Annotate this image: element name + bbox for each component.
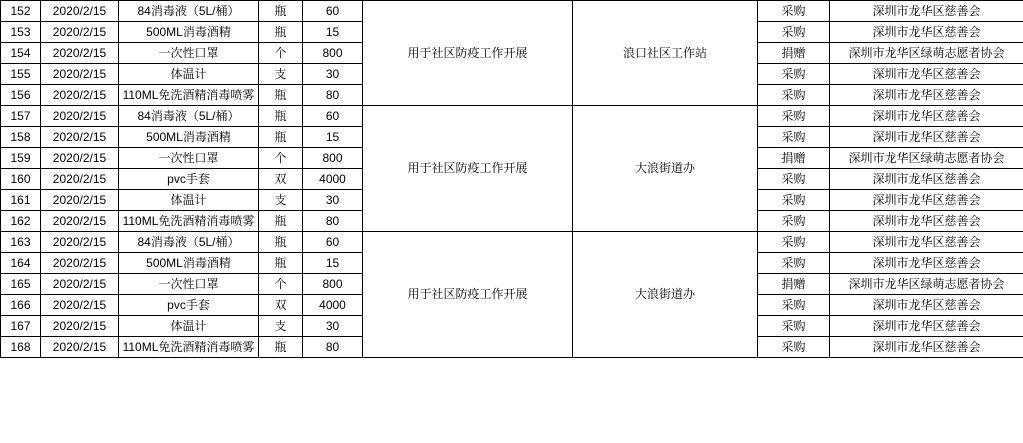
cell-date: 2020/2/15: [41, 211, 119, 232]
cell-quantity: 30: [303, 190, 363, 211]
cell-index: 165: [1, 274, 41, 295]
cell-purpose: 用于社区防疫工作开展: [363, 106, 573, 232]
cell-item-name: 体温计: [119, 64, 259, 85]
cell-date: 2020/2/15: [41, 190, 119, 211]
cell-date: 2020/2/15: [41, 148, 119, 169]
cell-index: 156: [1, 85, 41, 106]
cell-donor: 深圳市龙华区慈善会: [830, 316, 1023, 337]
cell-quantity: 15: [303, 253, 363, 274]
cell-date: 2020/2/15: [41, 85, 119, 106]
cell-quantity: 80: [303, 211, 363, 232]
cell-donor: 深圳市龙华区绿萌志愿者协会: [830, 148, 1023, 169]
cell-item-name: 体温计: [119, 316, 259, 337]
cell-source: 采购: [758, 106, 830, 127]
cell-unit: 支: [259, 316, 303, 337]
cell-date: 2020/2/15: [41, 316, 119, 337]
cell-source: 采购: [758, 211, 830, 232]
cell-item-name: 一次性口罩: [119, 43, 259, 64]
cell-index: 161: [1, 190, 41, 211]
cell-index: 162: [1, 211, 41, 232]
cell-donor: 深圳市龙华区慈善会: [830, 106, 1023, 127]
cell-item-name: 一次性口罩: [119, 274, 259, 295]
cell-unit: 瓶: [259, 106, 303, 127]
cell-date: 2020/2/15: [41, 274, 119, 295]
cell-date: 2020/2/15: [41, 127, 119, 148]
cell-index: 166: [1, 295, 41, 316]
cell-index: 164: [1, 253, 41, 274]
cell-unit: 瓶: [259, 337, 303, 358]
cell-item-name: pvc手套: [119, 295, 259, 316]
cell-quantity: 4000: [303, 169, 363, 190]
cell-destination: 大浪街道办: [573, 106, 758, 232]
cell-donor: 深圳市龙华区慈善会: [830, 211, 1023, 232]
cell-unit: 个: [259, 43, 303, 64]
cell-quantity: 15: [303, 127, 363, 148]
cell-date: 2020/2/15: [41, 169, 119, 190]
cell-purpose: 用于社区防疫工作开展: [363, 1, 573, 106]
cell-quantity: 30: [303, 316, 363, 337]
cell-donor: 深圳市龙华区慈善会: [830, 169, 1023, 190]
cell-quantity: 800: [303, 148, 363, 169]
cell-unit: 个: [259, 274, 303, 295]
cell-item-name: 110ML免洗酒精消毒喷雾: [119, 85, 259, 106]
cell-quantity: 800: [303, 43, 363, 64]
cell-source: 采购: [758, 232, 830, 253]
cell-source: 采购: [758, 253, 830, 274]
cell-donor: 深圳市龙华区慈善会: [830, 190, 1023, 211]
cell-donor: 深圳市龙华区慈善会: [830, 232, 1023, 253]
cell-unit: 瓶: [259, 127, 303, 148]
cell-index: 152: [1, 1, 41, 22]
cell-donor: 深圳市龙华区绿萌志愿者协会: [830, 43, 1023, 64]
cell-item-name: 110ML免洗酒精消毒喷雾: [119, 211, 259, 232]
cell-destination: 大浪街道办: [573, 232, 758, 358]
cell-item-name: 84消毒液（5L/桶）: [119, 232, 259, 253]
cell-index: 168: [1, 337, 41, 358]
cell-donor: 深圳市龙华区慈善会: [830, 22, 1023, 43]
cell-item-name: 一次性口罩: [119, 148, 259, 169]
cell-date: 2020/2/15: [41, 22, 119, 43]
cell-quantity: 800: [303, 274, 363, 295]
cell-quantity: 30: [303, 64, 363, 85]
cell-date: 2020/2/15: [41, 232, 119, 253]
cell-unit: 瓶: [259, 232, 303, 253]
cell-source: 采购: [758, 316, 830, 337]
cell-source: 采购: [758, 337, 830, 358]
cell-quantity: 15: [303, 22, 363, 43]
cell-item-name: 84消毒液（5L/桶）: [119, 1, 259, 22]
cell-index: 160: [1, 169, 41, 190]
cell-date: 2020/2/15: [41, 253, 119, 274]
cell-index: 163: [1, 232, 41, 253]
cell-date: 2020/2/15: [41, 1, 119, 22]
cell-source: 采购: [758, 85, 830, 106]
cell-index: 167: [1, 316, 41, 337]
cell-item-name: pvc手套: [119, 169, 259, 190]
table-body: [1, 1, 1023, 358]
cell-quantity: 80: [303, 85, 363, 106]
cell-donor: 深圳市龙华区慈善会: [830, 1, 1023, 22]
cell-source: 捐赠: [758, 148, 830, 169]
cell-donor: 深圳市龙华区慈善会: [830, 253, 1023, 274]
cell-item-name: 500ML消毒酒精: [119, 127, 259, 148]
cell-unit: 瓶: [259, 211, 303, 232]
cell-source: 采购: [758, 1, 830, 22]
cell-quantity: 80: [303, 337, 363, 358]
cell-purpose: 用于社区防疫工作开展: [363, 232, 573, 358]
cell-source: 采购: [758, 169, 830, 190]
cell-index: 154: [1, 43, 41, 64]
cell-unit: 支: [259, 64, 303, 85]
cell-date: 2020/2/15: [41, 295, 119, 316]
cell-source: 采购: [758, 64, 830, 85]
cell-source: 捐赠: [758, 43, 830, 64]
cell-date: 2020/2/15: [41, 106, 119, 127]
cell-date: 2020/2/15: [41, 64, 119, 85]
cell-quantity: 60: [303, 232, 363, 253]
cell-donor: 深圳市龙华区绿萌志愿者协会: [830, 274, 1023, 295]
cell-quantity: 4000: [303, 295, 363, 316]
cell-donor: 深圳市龙华区慈善会: [830, 85, 1023, 106]
cell-unit: 瓶: [259, 85, 303, 106]
cell-index: 158: [1, 127, 41, 148]
cell-donor: 深圳市龙华区慈善会: [830, 127, 1023, 148]
cell-source: 采购: [758, 127, 830, 148]
cell-unit: 瓶: [259, 22, 303, 43]
cell-item-name: 500ML消毒酒精: [119, 22, 259, 43]
cell-index: 159: [1, 148, 41, 169]
cell-unit: 个: [259, 148, 303, 169]
cell-destination: 浪口社区工作站: [573, 1, 758, 106]
cell-source: 采购: [758, 295, 830, 316]
cell-index: 155: [1, 64, 41, 85]
cell-index: 157: [1, 106, 41, 127]
table-row: [1, 1, 1023, 22]
cell-donor: 深圳市龙华区慈善会: [830, 337, 1023, 358]
cell-quantity: 60: [303, 106, 363, 127]
cell-quantity: 60: [303, 1, 363, 22]
cell-unit: 支: [259, 190, 303, 211]
table-row: [1, 232, 1023, 253]
cell-item-name: 体温计: [119, 190, 259, 211]
cell-item-name: 84消毒液（5L/桶）: [119, 106, 259, 127]
cell-date: 2020/2/15: [41, 337, 119, 358]
cell-date: 2020/2/15: [41, 43, 119, 64]
cell-donor: 深圳市龙华区慈善会: [830, 295, 1023, 316]
cell-unit: 双: [259, 295, 303, 316]
cell-item-name: 500ML消毒酒精: [119, 253, 259, 274]
cell-unit: 瓶: [259, 1, 303, 22]
table-row: [1, 106, 1023, 127]
cell-source: 采购: [758, 190, 830, 211]
cell-donor: 深圳市龙华区慈善会: [830, 64, 1023, 85]
cell-index: 153: [1, 22, 41, 43]
cell-source: 捐赠: [758, 274, 830, 295]
cell-source: 采购: [758, 22, 830, 43]
cell-unit: 双: [259, 169, 303, 190]
cell-item-name: 110ML免洗酒精消毒喷雾: [119, 337, 259, 358]
cell-unit: 瓶: [259, 253, 303, 274]
